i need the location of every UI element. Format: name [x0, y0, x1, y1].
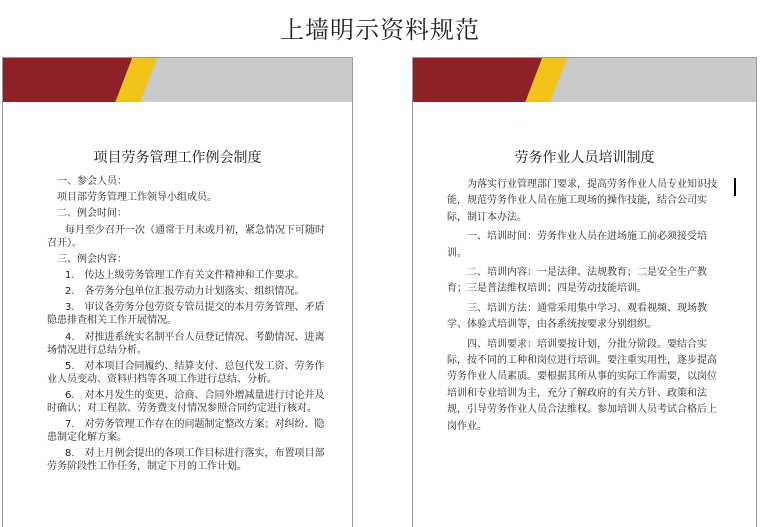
- paragraph: 3. 审议各劳务分包劳资专管员提交的本月劳务管理、矛盾隐患排查相关工作开展情况。: [47, 302, 325, 327]
- paragraph: 二、例会时间：: [57, 208, 127, 220]
- paragraph: 一、参会人员：: [57, 176, 127, 187]
- paragraph: 三、例会内容：: [57, 253, 127, 265]
- paragraph: 1. 传达上级劳务管理工作有关文件精神和工作要求。: [65, 269, 305, 281]
- document-title: 项目劳务管理工作例会制度: [93, 150, 262, 166]
- document-title: 劳务作业人员培训制度: [514, 150, 655, 166]
- paragraph: 项目部劳务管理工作领导小组成员。: [57, 192, 217, 204]
- training-system-document: [412, 57, 757, 527]
- page-title: 上墙明示资料规范: [280, 16, 480, 44]
- paragraph: 三、培训方法：通常采用集中学习、观看视频、现场教学、体验式培训等，由各系统按要求分别组织。: [447, 302, 707, 331]
- paragraph: 6. 对本月发生的变更、洽商、合同外增减量进行讨论并及时确认；对工程款、劳务费支付情况参照合同约定进行核对。: [47, 389, 325, 414]
- document-body: [447, 177, 722, 438]
- paragraph: 8. 对上月例会提出的各项工作目标进行落实，布置项目部劳务阶段性工作任务，制定下月的工作计划。: [47, 448, 325, 473]
- paragraph: 4. 对推进系统实名制平台人员登记情况、考勤情况、进离场情况进行总结分析。: [47, 331, 325, 356]
- paragraph: 每月至少召开一次（通常于月末或月初，紧急情况下可随时召开）。: [47, 224, 325, 249]
- document-banner: [3, 58, 352, 102]
- paragraph: 7. 对劳务管理工作存在的问题制定整改方案；对纠纷、隐患制定化解方案。: [47, 419, 325, 444]
- paragraph: 为落实行业管理部门要求，提高劳务作业人员专业知识技能，规范劳务作业人员在施工现场的操作技能，结合公司实际，制订本办法。: [447, 179, 717, 223]
- text-cursor: [734, 178, 736, 196]
- paragraph: 一、培训时间：劳务作业人员在进场施工前必须接受培训。: [447, 231, 707, 259]
- meeting-system-document: [2, 57, 353, 527]
- paragraph: 2. 各劳务分包单位汇报劳动力计划落实、组织情况。: [65, 286, 305, 298]
- paragraph: 二、培训内容：一是法律、法规教育；二是安全生产教育；三是普法维权培训；四是劳动技能培训。: [447, 267, 707, 295]
- document-body: [47, 175, 330, 476]
- paragraph: 四、培训要求：培训要按计划，分批分阶段。要结合实际，按不同的工种和岗位进行培训。要注重实用性，逐步提高劳务作业人员素质。要根据其所从事的实际工作需要，以岗位培训和专业培训为主，充分了解政府的有关方针、政策和法规，引导劳务作业人员合法维权。参加培训人员考试合格后上岗作业。: [447, 338, 717, 432]
- document-banner: [413, 58, 756, 102]
- paragraph: 5. 对本项目合同履约、结算支付、总包代发工资、劳务作业人员变动、资料归档等各项工作进行总结、分析。: [47, 360, 325, 385]
